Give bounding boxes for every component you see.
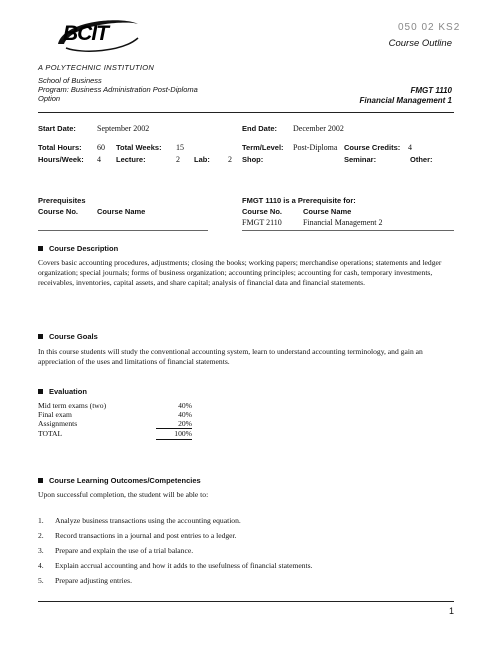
evaluation-total-label: TOTAL [38,429,63,438]
hours-week-label: Hours/Week: [38,155,84,164]
document-type: Course Outline [388,38,452,49]
end-date-label: End Date: [242,124,278,133]
outcome-text: Prepare and explain the use of a trial balance. [55,546,194,555]
term-level-value: Post-Diploma [293,143,338,152]
course-description-text: Covers basic accounting procedures, adjustments; closing the books; working papers; merchandise operations; statements and ledger organization; special journals; forms of business organization; accounting principles; accounting for cash, temporary investments, receivables, inventories, capital assets, and share capital; analysis of financial data and financial statements. [38,258,442,287]
prerequisites-title: Prerequisites [38,196,86,205]
evaluation-table [38,401,192,440]
hours-week-value: 4 [97,155,101,164]
program-line-2: Option [38,94,61,103]
outcome-number: 1. [38,516,44,525]
followup-course-no: FMGT 2110 [242,218,282,227]
learning-outcomes-intro: Upon successful completion, the student will be able to: [38,490,209,499]
outcome-text: Prepare adjusting entries. [55,576,132,585]
evaluation-item-value: 40% [178,410,192,419]
evaluation-item-name: Assignments [38,419,78,428]
outcome-number: 4. [38,561,44,570]
evaluation-total-underline [156,439,192,440]
evaluation-row [38,410,192,419]
square-bullet-icon [38,389,43,394]
prereq-col-course-no: Course No. [38,207,79,216]
lab-label: Lab: [194,155,210,164]
followup-divider [242,230,454,231]
list-item [38,576,458,591]
total-weeks-label: Total Weeks: [116,143,162,152]
institution-tagline: A POLYTECHNIC INSTITUTION [38,63,155,72]
page-number: 1 [448,606,454,616]
prereq-col-course-name: Course Name [97,207,146,216]
outcome-text: Analyze business transactions using the accounting equation. [55,516,241,525]
outcome-number: 2. [38,531,44,540]
document-stamp: 050 02 KS2 [398,22,461,33]
learning-outcomes-heading [38,476,201,485]
outcomes-list [38,516,458,591]
square-bullet-icon [38,334,43,339]
followup-course-name: Financial Management 2 [303,218,383,227]
evaluation-heading [38,387,87,396]
followup-col-course-name: Course Name [303,207,352,216]
start-date-label: Start Date: [38,124,76,133]
school-name: School of Business [38,76,102,85]
course-description-heading [38,244,118,253]
course-goals-heading [38,332,98,341]
evaluation-item-value: 20% [178,419,192,428]
credits-value: 4 [408,143,412,152]
evaluation-total-row [38,429,192,438]
total-hours-value: 60 [97,143,105,152]
prereq-divider [38,230,208,231]
outcome-text: Explain accrual accounting and how it adds to the usefulness of financial statements. [55,561,313,570]
course-description-title: Course Description [49,244,119,253]
term-level-label: Term/Level: [242,143,284,152]
seminar-label: Seminar: [344,155,377,164]
program-line-1: Program: Business Administration Post-Diploma [38,85,198,94]
logo-text: BCIT [63,22,108,45]
shop-label: Shop: [242,155,264,164]
total-hours-label: Total Hours: [38,143,82,152]
evaluation-row [38,401,192,410]
outcome-text: Record transactions in a journal and post entries to a ledger. [55,531,237,540]
learning-outcomes-title: Course Learning Outcomes/Competencies [49,476,201,485]
other-label: Other: [410,155,433,164]
is-prerequisite-title: FMGT 1110 is a Prerequisite for: [242,196,356,205]
lecture-value: 2 [176,155,180,164]
evaluation-title: Evaluation [49,387,87,396]
list-item [38,546,458,561]
outcome-number: 5. [38,576,44,585]
evaluation-item-value: 40% [178,401,192,410]
course-goals-text: In this course students will study the conventional accounting system, learn to understand accounting terminology, and gain an appreciation of the uses and limitations of financial statements. [38,347,423,366]
square-bullet-icon [38,246,43,251]
outcome-number: 3. [38,546,44,555]
evaluation-row [38,419,192,428]
course-code: FMGT 1110 [410,86,452,95]
followup-col-course-no: Course No. [242,207,283,216]
square-bullet-icon [38,478,43,483]
school-info [38,76,198,103]
list-item [38,531,458,546]
end-date-value: December 2002 [293,124,344,133]
footer-divider [38,601,454,602]
lab-value: 2 [228,155,232,164]
list-item [38,561,458,576]
course-goals-title: Course Goals [49,332,98,341]
evaluation-total-value: 100% [174,429,192,438]
course-title: Financial Management 1 [359,96,452,105]
credits-label: Course Credits: [344,143,401,152]
evaluation-item-name: Final exam [38,410,72,419]
evaluation-item-name: Mid term exams (two) [38,401,107,410]
lecture-label: Lecture: [116,155,146,164]
list-item [38,516,458,531]
header-divider [38,112,454,113]
start-date-value: September 2002 [97,124,150,133]
total-weeks-value: 15 [176,143,184,152]
